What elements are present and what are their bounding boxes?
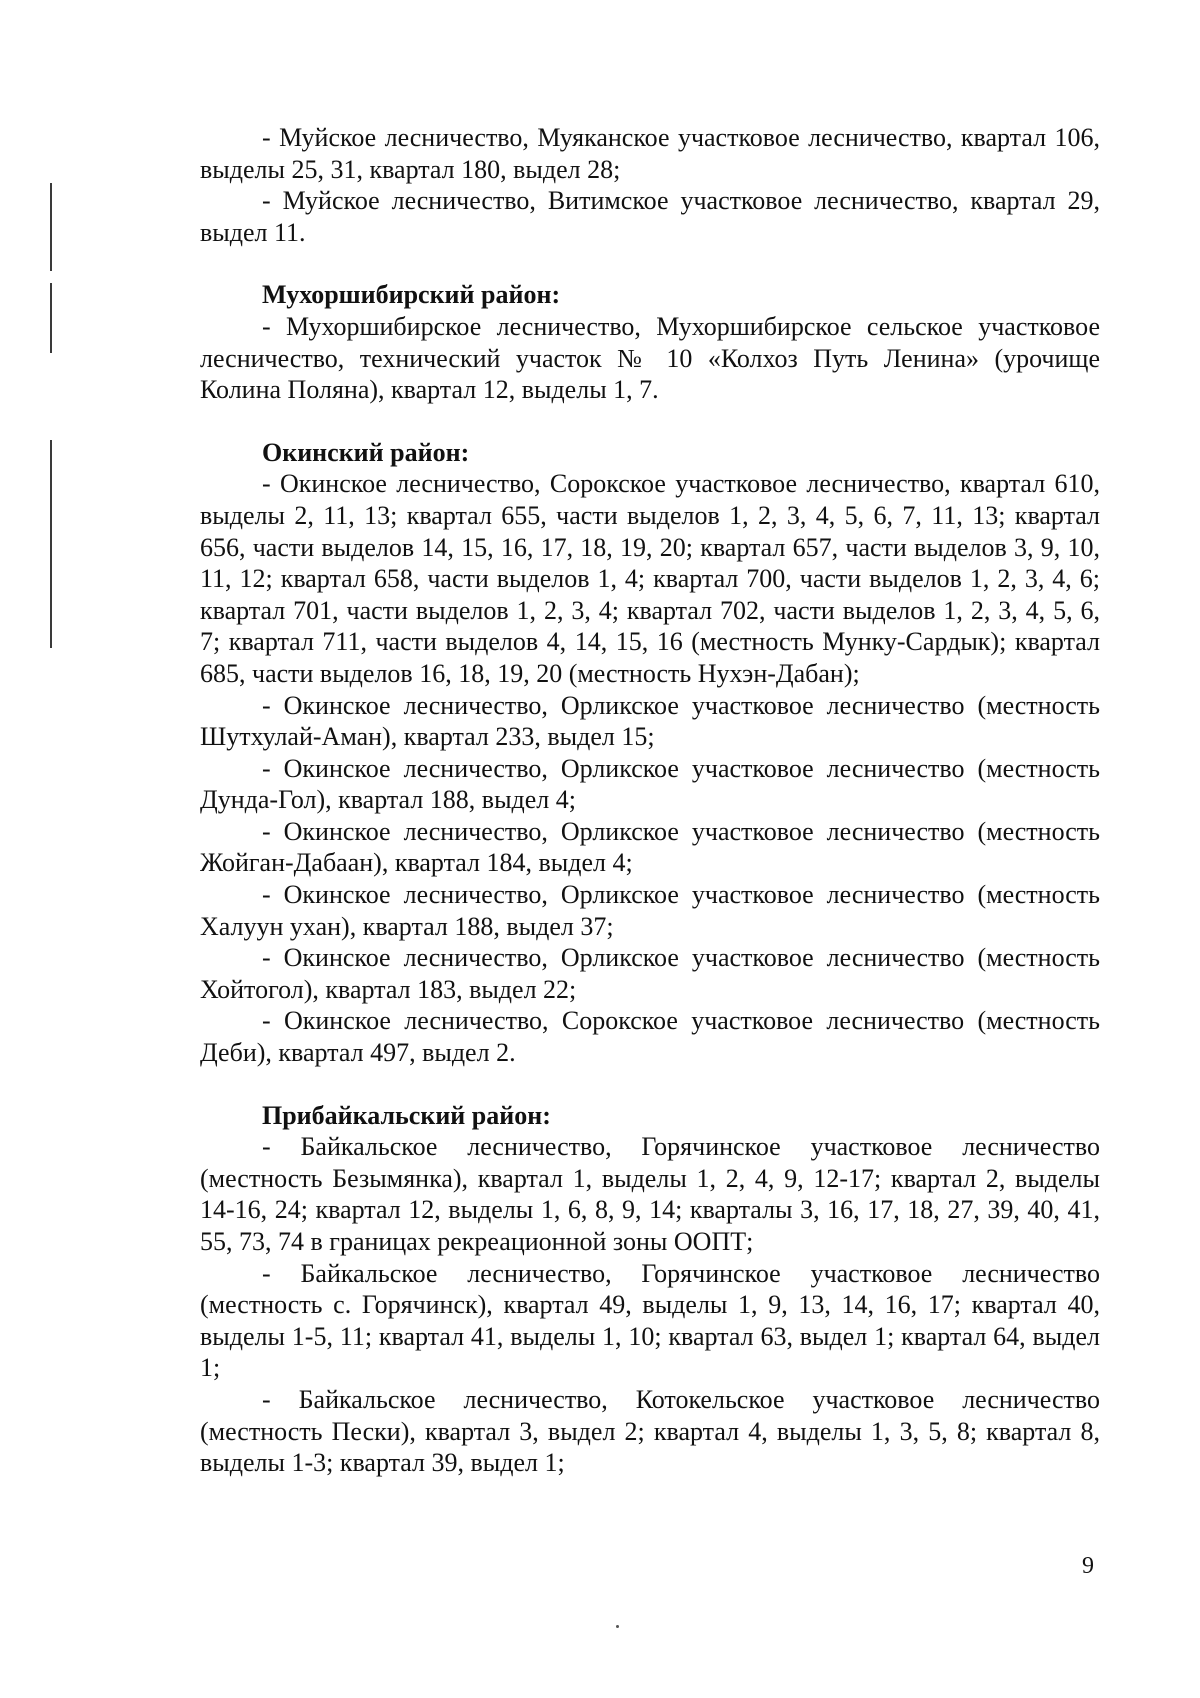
section-heading: Мухоршибирский район: [262, 280, 561, 310]
section-heading: Окинский район: [262, 437, 470, 467]
list-item: - Байкальское лесничество, Горячинское участковое лесничество (местность Безымянка), квартал 1, выделы 1, 2, 4, 9, 12-17; квартал 2, выделы 14-16, 24; квартал 12, выделы 1, 6, 8, 9, 14; кварталы 3, 16, 17, 18, 27, 39, 40, 41, 55, 73, 74 в границах рекреационной зоны ООПТ; [200, 1132, 1100, 1256]
page-number: 9 [1082, 1553, 1094, 1579]
section-pribaikalsky [200, 1100, 1100, 1479]
list-item: - Муйское лесничество, Витимское участковое лесничество, квартал 29, выдел 11. [200, 186, 1100, 247]
list-item: - Байкальское лесничество, Горячинское участковое лесничество (местность с. Горячинск), квартал 49, выделы 1, 9, 13, 14, 16, 17; квартал 40, выделы 1-5, 11; квартал 41, выделы 1, 10; квартал 63, выдел 1; квартал 64, выдел 1; [200, 1258, 1100, 1383]
list-item: - Окинское лесничество, Сорокское участковое лесничество, квартал 610, выделы 2, 11, 13; квартал 655, части выделов 1, 2, 3, 4, 5, 6, 7, 11, 13; квартал 656, части выделов 14, 15, 16, 17, 18, 19, 20; квартал 657, части выделов 3, 9, 10, 11, 12; квартал 658, части выделов 1, 4; квартал 700, части выделов 1, 2, 3, 4, 6; квартал 701, части выделов 1, 2, 3, 4; квартал 702, части выделов 1, 2, 3, 4, 5, 6, 7; квартал 711, части выделов 4, 14, 15, 16 (местность Мунку-Сардык); квартал 685, части выделов 16, 18, 19, 20 (местность Нухэн-Дабан); [200, 469, 1100, 688]
list-item: - Окинское лесничество, Орликское участковое лесничество (местность Дунда-Гол), квартал 188, выдел 4; [200, 753, 1100, 815]
list-item: - Окинское лесничество, Орликское участковое лесничество (местность Хойтогол), квартал 183, выдел 22; [200, 943, 1100, 1004]
document-body [200, 122, 1100, 1479]
margin-mark [50, 183, 52, 271]
list-item: - Муйское лесничество, Муяканское участковое лесничество, квартал 106, выделы 25, 31, квартал 180, выдел 28; [200, 123, 1100, 184]
list-item: - Мухоршибирское лесничество, Мухоршибирское сельское участковое лесничество, технический участок № 10 «Колхоз Путь Ленина» (урочище Колина Поляна), квартал 12, выделы 1, 7. [200, 311, 1100, 405]
margin-mark [50, 283, 52, 353]
section-heading: Прибайкальский район: [262, 1100, 551, 1130]
list-item: - Окинское лесничество, Орликское участковое лесничество (местность Шутхулай-Аман), квартал 233, выдел 15; [200, 690, 1100, 752]
list-item: - Окинское лесничество, Орликское участковое лесничество (местность Халуун ухан), квартал 188, выдел 37; [200, 880, 1100, 941]
section-okinsky [200, 437, 1100, 1069]
list-item: - Байкальское лесничество, Котокельское участковое лесничество (местность Пески), квартал 3, выдел 2; квартал 4, выделы 1, 3, 5, 8; квартал 8, выделы 1-3; квартал 39, выдел 1; [200, 1384, 1100, 1478]
scan-speck [616, 1625, 619, 1628]
list-item: - Окинское лесничество, Сорокское участковое лесничество (местность Деби), квартал 497, выдел 2. [200, 1006, 1100, 1068]
section-mukhorshibirsky [200, 279, 1100, 405]
margin-mark [50, 440, 52, 648]
list-item: - Окинское лесничество, Орликское участковое лесничество (местность Жойган-Дабаан), квартал 184, выдел 4; [200, 816, 1100, 878]
section-continuation [200, 122, 1100, 248]
